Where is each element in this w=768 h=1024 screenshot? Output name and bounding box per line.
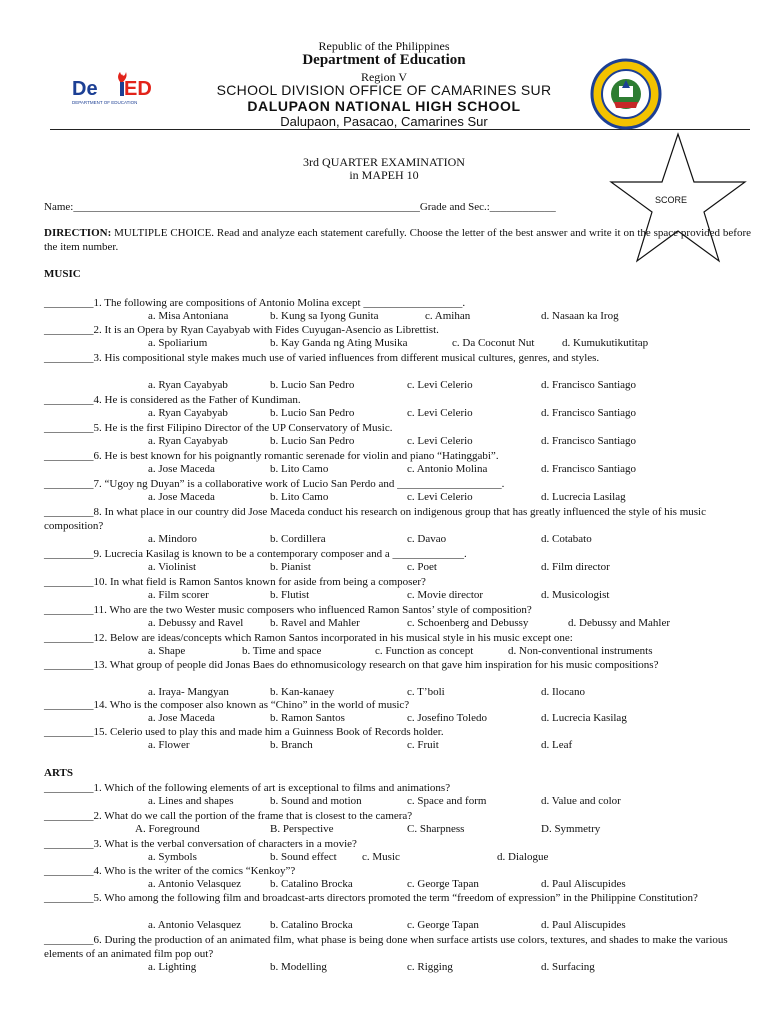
choice: d. Leaf	[541, 739, 573, 751]
choice: d. Non-conventional instruments	[508, 645, 653, 657]
question: _________4. Who is the writer of the comics “Kenkoy”?	[44, 865, 296, 877]
choice: a. Symbols	[148, 851, 197, 863]
choice: d. Nasaan ka Irog	[541, 310, 619, 322]
department-line: Department of Education	[302, 52, 466, 68]
choice: a. Lighting	[148, 961, 197, 973]
question: _________1. Which of the following elements of art is exceptional to films and animations?	[44, 782, 451, 794]
choice: b. Kan-kanaey	[270, 686, 335, 698]
question: _________1. The following are compositions of Antonio Molina except __________________.	[44, 297, 466, 309]
question: _________10. In what field is Ramon Santos known for aside from being a composer?	[44, 576, 426, 588]
choice: d. Cotabato	[541, 533, 592, 545]
choice: a. Spoliarium	[148, 337, 208, 349]
question: _________4. He is considered as the Father of Kundiman.	[44, 394, 301, 406]
choice: b. Sound and motion	[270, 795, 362, 807]
exam-title: 3rd QUARTER EXAMINATION	[303, 155, 465, 169]
choice: c. Davao	[407, 533, 447, 545]
question: _________6. During the production of an animated film, what phase is being done when surface artists use colors, textures, and shades to make the various elements of an animated film pop out?	[44, 934, 728, 960]
question: _________15. Celerio used to play this and made him a Guinness Book of Records holder.	[44, 726, 444, 738]
choice: B. Perspective	[270, 823, 334, 835]
choice: d. Ilocano	[541, 686, 585, 698]
choice: b. Lito Camo	[270, 463, 329, 475]
choice: b. Catalino Brocka	[270, 919, 353, 931]
choice: d. Surfacing	[541, 961, 595, 973]
choice: a. Ryan Cayabyab	[148, 407, 228, 419]
question: _________7. “Ugoy ng Duyan” is a collaborative work of Lucio San Perdo and ___________________.	[44, 478, 505, 490]
choice: a. Violinist	[148, 561, 197, 573]
choice: a. Shape	[148, 645, 186, 657]
choice: b. Cordillera	[270, 533, 326, 545]
svg-text:De: De	[72, 78, 98, 100]
choice: a. Antonio Velasquez	[148, 919, 241, 931]
choice: b. Lucio San Pedro	[270, 407, 355, 419]
choice: D. Symmetry	[541, 823, 601, 835]
choice: a. Jose Maceda	[148, 712, 215, 724]
choice: a. Mindoro	[148, 533, 197, 545]
section-title-music: MUSIC	[44, 268, 81, 280]
choice: a. Jose Maceda	[148, 491, 215, 503]
choice: c. Fruit	[407, 739, 439, 751]
choice: b. Lucio San Pedro	[270, 435, 355, 447]
choice: b. Branch	[270, 739, 313, 751]
choice: d. Film director	[541, 561, 610, 573]
choice: c. George Tapan	[407, 919, 479, 931]
choice: a. Iraya- Mangyan	[148, 686, 229, 698]
name-grade-line: Name:_______________________________________________________________Grade and Sec.:____________	[44, 201, 556, 213]
question: _________2. It is an Opera by Ryan Cayabyab with Fides Cuyugan-Asencio as Librettist.	[44, 324, 439, 336]
choice: c. Function as concept	[375, 645, 474, 657]
choice: b. Kay Ganda ng Ating Musika	[270, 337, 408, 349]
question: _________11. Who are the two Wester music composers who influenced Ramon Santos’ style of composition?	[44, 604, 532, 616]
choice: c. Poet	[407, 561, 437, 573]
choice: d. Francisco Santiago	[541, 407, 637, 419]
choice: b. Pianist	[270, 561, 311, 573]
school-address: Dalupaon, Pasacao, Camarines Sur	[280, 114, 488, 129]
choice: a. Flower	[148, 739, 190, 751]
choice: d. Paul Aliscupides	[541, 878, 626, 890]
choice: b. Flutist	[270, 589, 310, 601]
choice: b. Sound effect	[270, 851, 337, 863]
choice: d. Francisco Santiago	[541, 379, 637, 391]
question: _________8. In what place in our country did Jose Maceda conduct his research on indigenous group that has greatly influenced the style of his music composition?	[44, 506, 706, 532]
choice: a. Antonio Velasquez	[148, 878, 241, 890]
direction-text: DIRECTION: MULTIPLE CHOICE. Read and analyze each statement carefully. Choose the letter of the best answer and write it on the space provided before the item number.	[44, 227, 751, 253]
choice: c. Josefino Toledo	[407, 712, 487, 724]
choice: c. Rigging	[407, 961, 453, 973]
choice: c. George Tapan	[407, 878, 479, 890]
question: _________5. He is the first Filipino Director of the UP Conservatory of Music.	[44, 422, 393, 434]
choice: d. Francisco Santiago	[541, 463, 637, 475]
deped-logo	[72, 68, 172, 108]
region-line: Region V	[360, 70, 408, 84]
division-line: SCHOOL DIVISION OFFICE OF CAMARINES SUR	[216, 82, 552, 98]
section-title-arts: ARTS	[44, 767, 73, 779]
choice: b. Ravel and Mahler	[270, 617, 360, 629]
choice: c. T’boli	[407, 686, 445, 698]
choice: A. Foreground	[135, 823, 200, 835]
choice: d. Musicologist	[541, 589, 610, 601]
choice: c. Music	[362, 851, 400, 863]
choice: c. Levi Celerio	[407, 435, 473, 447]
choice: c. Levi Celerio	[407, 379, 473, 391]
school-seal-icon	[590, 58, 662, 130]
choice: c. Antonio Molina	[407, 463, 488, 475]
choice: d. Debussy and Mahler	[568, 617, 671, 629]
republic-line: Republic of the Philippines	[318, 39, 450, 53]
choice: d. Francisco Santiago	[541, 435, 637, 447]
question: _________5. Who among the following film and broadcast-arts directors promoted the term “freedom of expression” in the Philippine Constitution?	[44, 892, 698, 904]
school-name: DALUPAON NATIONAL HIGH SCHOOL	[247, 98, 521, 114]
choice: a. Jose Maceda	[148, 463, 215, 475]
choice: b. Time and space	[242, 645, 322, 657]
choice: a. Film scorer	[148, 589, 209, 601]
direction-label: DIRECTION:	[44, 227, 112, 239]
choice: c. Levi Celerio	[407, 491, 473, 503]
deped-logo-subtext: DEPARTMENT OF EDUCATION	[72, 100, 138, 105]
question: _________3. What is the verbal conversation of characters in a movie?	[44, 838, 357, 850]
choice: c. Schoenberg and Debussy	[407, 617, 529, 629]
choice: c. Levi Celerio	[407, 407, 473, 419]
choice: a. Debussy and Ravel	[148, 617, 244, 629]
choice: a. Misa Antoniana	[148, 310, 229, 322]
choice: c. Da Coconut Nut	[452, 337, 535, 349]
choice: a. Ryan Cayabyab	[148, 435, 228, 447]
choice: b. Ramon Santos	[270, 712, 345, 724]
question: _________3. His compositional style makes much use of varied influences from different musical cultures, genres, and styles.	[44, 352, 600, 364]
choice: c. Space and form	[407, 795, 487, 807]
choice: b. Catalino Brocka	[270, 878, 353, 890]
score-label: SCORE	[655, 195, 688, 205]
question: _________12. Below are ideas/concepts which Ramon Santos incorporated in his musical style in his music except one:	[44, 632, 573, 644]
question: _________6. He is best known for his poignantly romantic serenade for violin and piano “Hatinggabi”.	[44, 450, 499, 462]
svg-text:ED: ED	[124, 78, 152, 100]
question: _________14. Who is the composer also known as “Chino” in the world of music?	[44, 699, 410, 711]
question: _________13. What group of people did Jonas Baes do ethnomusicology research on that gave him inspiration for his music compositions?	[44, 659, 659, 671]
choice: c. Movie director	[407, 589, 484, 601]
exam-subject: in MAPEH 10	[349, 168, 419, 182]
choice: c. Amihan	[425, 310, 471, 322]
choice: d. Lucrecia Lasilag	[541, 491, 626, 503]
choice: a. Lines and shapes	[148, 795, 234, 807]
choice: d. Lucrecia Kasilag	[541, 712, 627, 724]
choice: d. Kumukutikutitap	[562, 337, 649, 349]
choice: b. Modelling	[270, 961, 327, 973]
choice: b. Lucio San Pedro	[270, 379, 355, 391]
choice: b. Kung sa Iyong Gunita	[270, 310, 379, 322]
choice: d. Dialogue	[497, 851, 549, 863]
choice: b. Lito Camo	[270, 491, 329, 503]
question: _________9. Lucrecia Kasilag is known to be a contemporary composer and a _____________.	[44, 548, 467, 560]
choice: d. Value and color	[541, 795, 621, 807]
choice: d. Paul Aliscupides	[541, 919, 626, 931]
choice: C. Sharpness	[407, 823, 465, 835]
question: _________2. What do we call the portion of the frame that is closest to the camera?	[44, 810, 413, 822]
choice: a. Ryan Cayabyab	[148, 379, 228, 391]
